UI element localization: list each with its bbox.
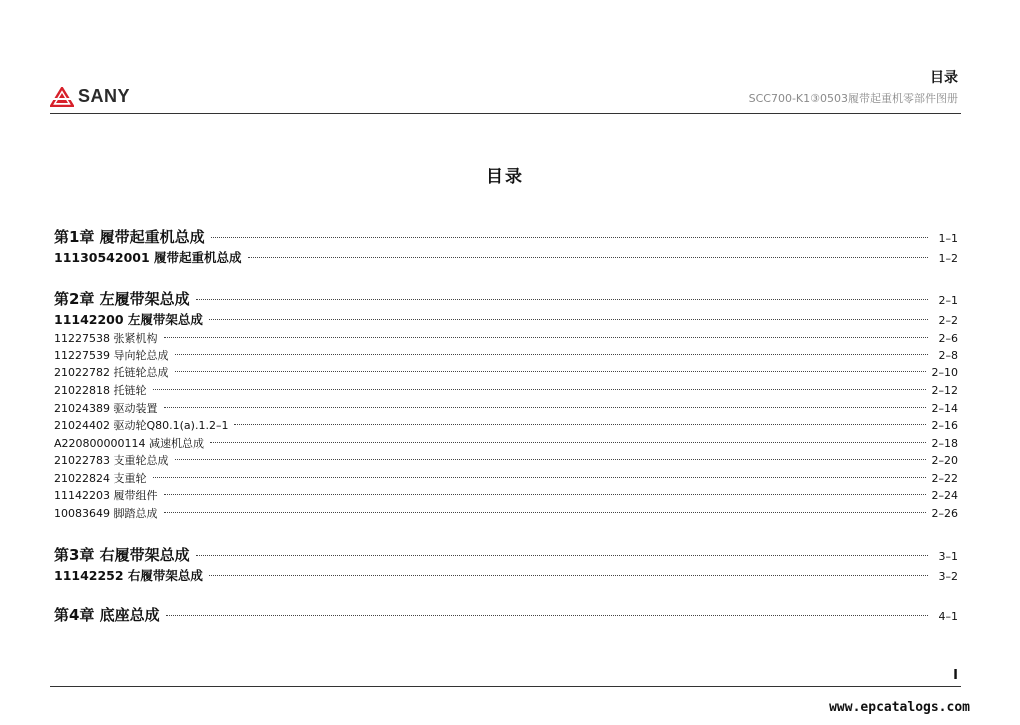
toc-leader	[164, 406, 926, 408]
toc-chapter-3[interactable]	[54, 544, 958, 565]
header-subtitle: SCC700-K1③0503履带起重机零部件图册	[748, 92, 958, 105]
toc-label: 21024402 驱动轮Q80.1(a).1.2–1	[54, 419, 229, 432]
toc-leader	[248, 256, 928, 258]
toc-page: 2–6	[938, 332, 958, 345]
toc-label: 11142252 右履带架总成	[54, 568, 203, 583]
toc-page: 3–2	[938, 570, 958, 583]
toc-page: 2–22	[931, 472, 958, 485]
sany-logo	[50, 86, 130, 107]
toc-leader	[209, 574, 928, 576]
toc-page: 2–1	[938, 294, 958, 307]
toc-entry[interactable]	[54, 435, 958, 451]
toc-entry[interactable]	[54, 487, 958, 503]
toc-page: 2–24	[931, 489, 958, 502]
toc-leader	[196, 554, 928, 556]
toc-label: A220800000114 减速机总成	[54, 437, 205, 450]
toc-label: 21024389 驱动装置	[54, 402, 158, 415]
toc-page: 1–2	[938, 252, 958, 265]
toc-leader	[175, 353, 929, 355]
logo-text: SANY	[78, 86, 131, 106]
toc-page: 2–10	[931, 366, 958, 379]
toc-label: 第2章 左履带架总成	[54, 290, 190, 308]
sany-logo-icon	[50, 87, 74, 107]
toc-leader	[164, 336, 929, 338]
toc-label: 11227538 张紧机构	[54, 332, 158, 345]
toc-label: 11130542001 履带起重机总成	[54, 250, 242, 265]
page-number: I	[953, 668, 958, 683]
toc-page: 4–1	[938, 610, 958, 623]
toc-entry[interactable]	[54, 566, 958, 584]
toc-entry[interactable]	[54, 310, 958, 328]
toc-chapter-4[interactable]	[54, 604, 958, 625]
toc-page: 2–8	[938, 349, 958, 362]
toc-leader	[153, 388, 926, 390]
toc-label: 11142203 履带组件	[54, 489, 158, 502]
toc-leader	[164, 511, 926, 513]
toc-page: 2–26	[931, 507, 958, 520]
toc-entry[interactable]	[54, 364, 958, 380]
toc-page: 3–1	[938, 550, 958, 563]
toc-label: 21022783 支重轮总成	[54, 454, 169, 467]
toc-entry[interactable]	[54, 330, 958, 346]
toc-page: 2–2	[938, 314, 958, 327]
toc-leader	[164, 493, 926, 495]
toc-label: 11142200 左履带架总成	[54, 312, 203, 327]
toc-page: 2–18	[931, 437, 958, 450]
toc-entry[interactable]	[54, 505, 958, 521]
toc-label: 21022782 托链轮总成	[54, 366, 169, 379]
toc-label: 第1章 履带起重机总成	[54, 228, 205, 246]
toc-label: 10083649 脚踏总成	[54, 507, 158, 520]
toc-page: 2–14	[931, 402, 958, 415]
toc-label: 21022824 支重轮	[54, 472, 147, 485]
header-divider	[50, 113, 961, 114]
toc-chapter-2[interactable]	[54, 288, 958, 309]
toc-page: 1–1	[938, 232, 958, 245]
toc-page: 2–20	[931, 454, 958, 467]
toc-label: 11227539 导向轮总成	[54, 349, 169, 362]
toc-leader	[175, 370, 926, 372]
toc-entry[interactable]	[54, 248, 958, 266]
toc-leader	[153, 476, 926, 478]
toc-entry[interactable]	[54, 400, 958, 416]
toc-leader	[196, 298, 928, 300]
toc-entry[interactable]	[54, 347, 958, 363]
toc-leader	[166, 614, 928, 616]
toc-chapter-1[interactable]	[54, 226, 958, 247]
header-title: 目录	[930, 70, 958, 86]
toc-entry[interactable]	[54, 470, 958, 486]
toc-entry[interactable]	[54, 452, 958, 468]
footer-divider	[50, 686, 961, 687]
toc-leader	[210, 441, 925, 443]
toc-leader	[211, 236, 928, 238]
toc-page: 2–16	[931, 419, 958, 432]
toc-entry[interactable]	[54, 382, 958, 398]
watermark: www.epcatalogs.com	[829, 700, 970, 715]
toc-leader	[209, 318, 928, 320]
toc-entry[interactable]	[54, 417, 958, 433]
toc-label: 21022818 托链轮	[54, 384, 147, 397]
page-title: 目录	[486, 167, 524, 187]
toc-label: 第4章 底座总成	[54, 606, 160, 624]
toc-leader	[175, 458, 926, 460]
toc-label: 第3章 右履带架总成	[54, 546, 190, 564]
toc-page: 2–12	[931, 384, 958, 397]
toc-leader	[234, 423, 925, 425]
